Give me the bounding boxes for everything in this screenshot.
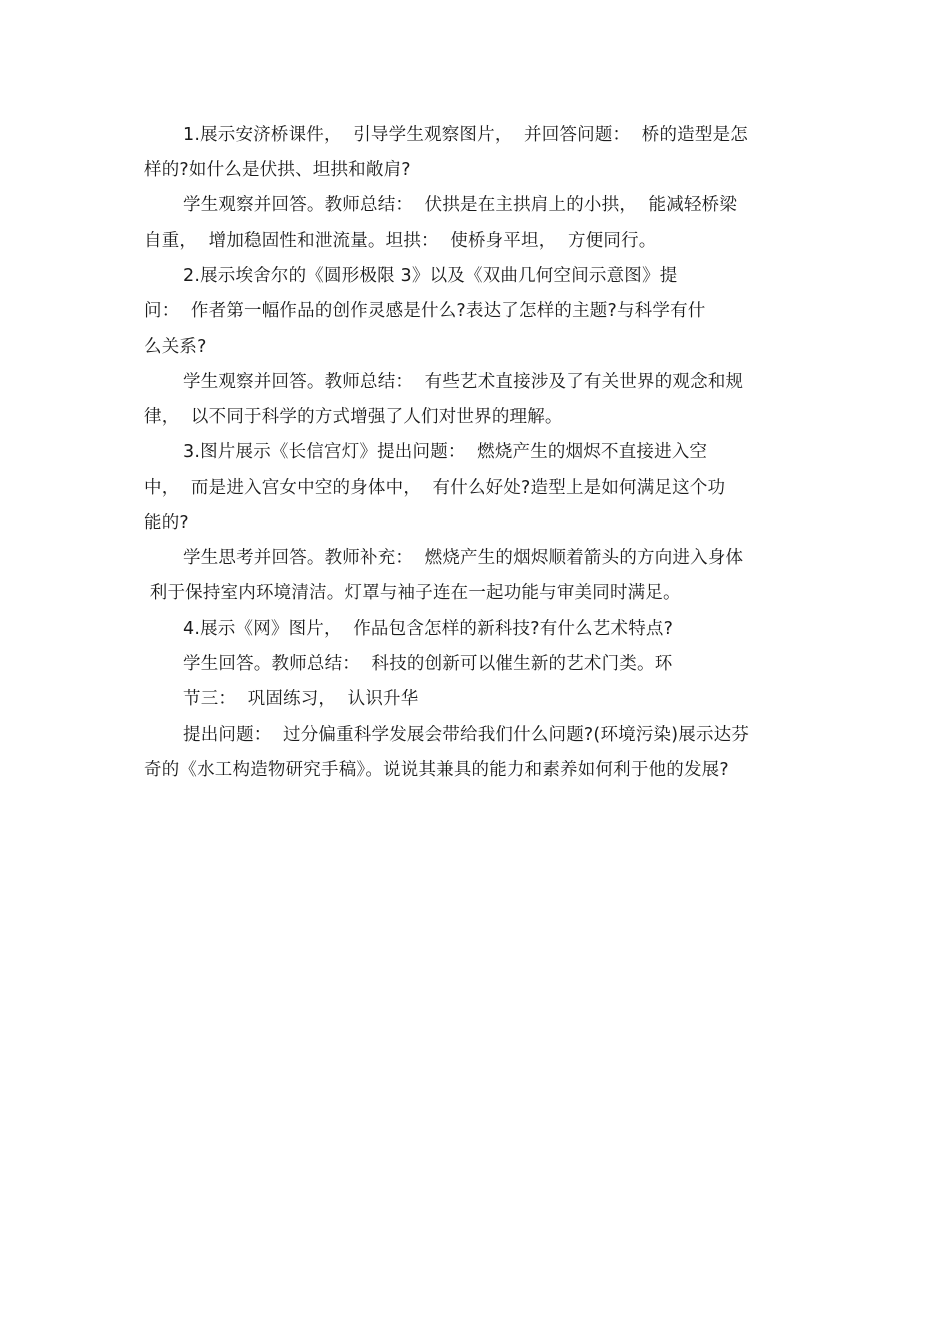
text-line-3: 学生观察并回答。教师总结： 伏拱是在主拱肩上的小拱， 能减轻桥梁 — [183, 195, 738, 215]
text-line-9: 律， 以不同于科学的方式增强了人们对世界的理解。 — [144, 407, 563, 427]
text-line-19: 奇的《水工构造物研究手稿》。说说其兼具的能力和素养如何利于他的发展? — [144, 760, 729, 780]
text-line-5: 2.展示埃舍尔的《圆形极限 3》以及《双曲几何空间示意图》提 — [183, 266, 678, 286]
text-line-4: 自重， 增加稳固性和泄流量。坦拱： 使桥身平坦， 方便同行。 — [144, 231, 657, 251]
text-line-13: 学生思考并回答。教师补充： 燃烧产生的烟烬顺着箭头的方向进入身体 — [183, 548, 744, 568]
text-line-7: 么关系? — [144, 337, 207, 357]
text-line-2: 样的?如什么是伏拱、坦拱和敞肩? — [144, 160, 411, 180]
text-line-12: 能的? — [144, 513, 189, 533]
text-line-14: 利于保持室内环境清洁。灯罩与袖子连在一起功能与审美同时满足。 — [144, 583, 681, 603]
text-line-16: 学生回答。教师总结： 科技的创新可以催生新的艺术门类。环 — [183, 654, 673, 674]
text-line-18: 提出问题： 过分偏重科学发展会带给我们什么问题?(环境污染)展示达芬 — [183, 725, 750, 745]
text-line-17: 节三： 巩固练习， 认识升华 — [183, 689, 419, 709]
text-line-6: 问： 作者第一幅作品的创作灵感是什么?表达了怎样的主题?与科学有什 — [144, 301, 706, 321]
text-line-1: 1.展示安济桥课件， 引导学生观察图片， 并回答问题： 桥的造型是怎 — [183, 125, 748, 145]
text-line-15: 4.展示《网》图片， 作品包含怎样的新科技?有什么艺术特点? — [183, 619, 674, 639]
text-line-8: 学生观察并回答。教师总结： 有些艺术直接涉及了有关世界的观念和规 — [183, 372, 744, 392]
text-line-11: 中， 而是进入宫女中空的身体中， 有什么好处?造型上是如何满足这个功 — [144, 478, 726, 498]
text-line-10: 3.图片展示《长信宫灯》提出问题： 燃烧产生的烟烬不直接进入空 — [183, 442, 708, 462]
